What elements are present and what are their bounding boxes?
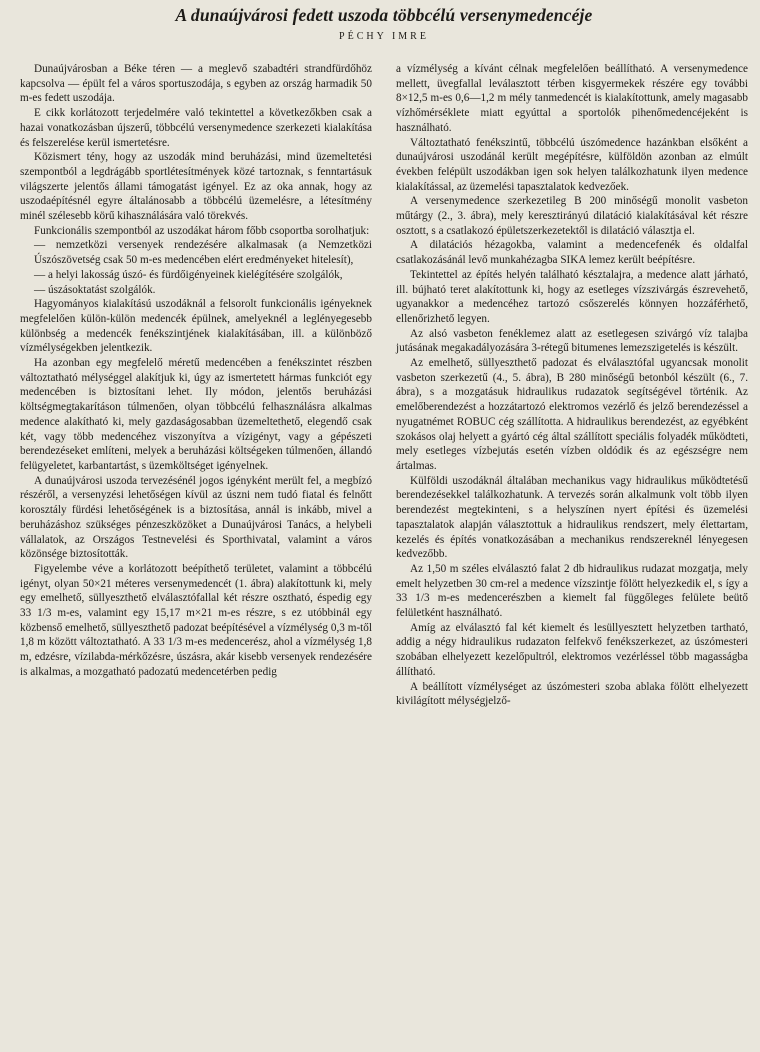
paragraph: Funkcionális szempontból az uszodákat három főbb csoportba sorolhatjuk: <box>34 224 370 237</box>
paragraph: Változtatható fenékszintű, többcélú úszómedence hazánkban elsőként a dunaújvárosi uszodánál került megépítésre, külföldön azonban az elmúlt években felépült uszodákban igen sok helyen találkozhatunk ilyen medence kialakítással, az üzemelési tapasztalatok kedvezőek. <box>396 136 748 193</box>
paragraph: A dunaújvárosi uszoda tervezésénél jogos igényként merült fel, a megbízó részéről, a versenyzési lehetőségen kívül az úszni nem tudó fiatal és felnőtt korosztály fürdési lehetőségének is a biztosítása, annál is inkább, mivel a beruházáshoz szükséges pénzeszközöket a Dunaújvárosi Tanács, a helybeli vállalatok, az Országos Testnevelési és Sporthivatal, valamint a város közönsége biztosították. <box>20 474 372 561</box>
paragraph: E cikk korlátozott terjedelmére való tekintettel a következőkben csak a hazai vonatkozásban újszerű, többcélú versenymedence szerkezeti kialakítása és felszerelése kerül ismertetésre. <box>20 107 372 149</box>
left-column <box>20 62 372 709</box>
paragraph: Közismert tény, hogy az uszodák mind beruházási, mind üzemeltetési szempontból a legdrágább sportlétesítmények közé tartoznak, s fenntartásuk világszerte jelentős állami támogatást igényel. Ez az oka annak, hogy az uszodaépítésnél egyre általánosabb a többcélú üzemelésre, a létesítmény minél szélesebb körű kihasználására való törekvés. <box>20 151 372 223</box>
article-title: A dunaújvárosi fedett uszoda többcélú versenymedencéje <box>175 5 593 25</box>
paragraph: Külföldi uszodáknál általában mechanikus vagy hidraulikus működtetésű berendezésekkel találkozhatunk. A tervezés során alkalmunk volt több ilyen berendezést megtekinteni, s a helyszínen nyert építési és üzemelési tapasztalatok alapján választottuk a hidraulikus rendszert, mely élettartam, kezelés és építés vonatkozásában a mechanikus rendszereknél lényegesen kedvezőbb. <box>396 474 748 561</box>
paragraph: Dunaújvárosban a Béke téren — a meglevő szabadtéri strandfürdőhöz kapcsolva — épült fel a város sportuszodája, s egyben az ország harmadik 50 m-es fedett uszodája. <box>20 63 372 105</box>
list-item: — úszásoktatást szolgálók. <box>34 283 156 296</box>
article-columns <box>20 62 748 709</box>
paragraph: Az 1,50 m széles elválasztó falat 2 db hidraulikus rudazat mozgatja, mely emelt helyzetben 30 cm-rel a medence vízszintje fölött helyezkedik el, s így a 33 1/3 m-es medencerészben a kiemelt fal függőleges felülete beütő felületként használható. <box>396 562 748 620</box>
paragraph: Figyelembe véve a korlátozott beépíthető területet, valamint a többcélú igényt, olyan 50×21 méteres versenymedencét (1. ábra) alakítottunk ki, mely egy emelhető, süllyeszthető elválasztófallal két részre osztható, éspedig egy 33 1/3 m-es, valamint egy 15,17 m×21 m-es részre, s ez utóbbinál egy közbenső emelhető, süllyeszthető padozat beépítésével a vízmélység 0,3 m-től 1,8 m között változtatható. A 33 1/3 m-es medencerész, ahol a vízmélység 1,8 m, edzésre, vízilabda-mérkőzésre, úszásra, akár kisebb versenyek rendezésére is alkalmas, a mozgatható padozatú medencetérben pedig <box>20 562 372 678</box>
paragraph: Amíg az elválasztó fal két kiemelt és lesüllyesztett helyzetben tartható, addig a négy hidraulikus rudazaton felfekvő fenékszerkezet, az úszómesteri szobában elhelyezett kezelőpultról, elektromos vezérléssel több magasságba állítható. <box>396 621 748 678</box>
paragraph: Az alsó vasbeton fenéklemez alatt az esetlegesen szivárgó víz talajba jutásának megakadályozására 3-rétegű bitumenes lemezszigetelés is készült. <box>396 327 748 355</box>
right-column <box>396 62 748 709</box>
paragraph: Tekintettel az építés helyén található késztalajra, a medence alatt járható, ill. bújható teret alakítottunk ki, hogy az esetleges vízszivárgás észrevehető, ugyanakkor a medencéhez tartozó csőszerelés könnyen hozzáférhető, ellenőrizhető legyen. <box>396 268 748 325</box>
paragraph: A beállított vízmélységet az úszómesteri szoba ablaka fölött elhelyezett kivilágított mélységjelző- <box>396 680 748 708</box>
paragraph: Hagyományos kialakítású uszodáknál a felsorolt funkcionális igényeknek megfelelően külön-külön medencék épülnek, amelyeknél a leglényegesebb különbség a medencék fenékszintjének kialakításában, ill. a különböző vízmélységekben jelentkezik. <box>20 298 372 355</box>
list-item: — a helyi lakosság úszó- és fürdőigényeinek kielégítésére szolgálók, <box>34 268 343 281</box>
paragraph: Ha azonban egy megfelelő méretű medencében a fenékszintet részben változtatható mélységgel alakítjuk ki, úgy az ismertetett hármas funkciót egy medencében is biztosítani lehet. Ily módon, jelentős beruházási költségmegtakarításon túlmenően, olyan többcélú felhasználásra alkalmas medence alakítható ki, mely gazdaságosabban üzemeltethető, elegendő csak két, vagy több medencéhez viszonyítva a vízigényt, vagy a gépészeti berendezéseket említeni, melyek a beruházási költségeken túlmenően, állandó felügyeletet, karbantartást, s üzemköltséget igényelnek. <box>20 357 372 472</box>
paragraph: A versenymedence szerkezetileg B 200 minőségű monolit vasbeton műtárgy (2., 3. ábra), mely keresztirányú dilatáció kialakításával két részre osztott, s a csatlakozó épületszerkezetektől is dilatáció választja el. <box>396 195 748 237</box>
paragraph: A dilatációs hézagokba, valamint a medencefenék és oldalfal csatlakozásánál levő munkahézagba SIKA lemez került beépítésre. <box>396 239 748 267</box>
article-author: PÉCHY IMRE <box>339 31 429 42</box>
paragraph: Az emelhető, süllyeszthető padozat és elválasztófal ugyancsak monolit vasbeton szerkezetű (4., 5. ábra), B 280 minőségű betonból készült (6., 7. ábra), s a mozgatásuk hidraulikus rudazatok segítségével történik. Az emelőberendezést a hozzátartozó elektromos vezérlő és jelző berendezéssel a nyugatnémet ROBUC cég szállította. A hidraulikus berendezést, az egyébként szokásos olaj helyett a gyártó cég által szállított speciális folyadék működteti, mely esetleges vízbejutás esetén vízben oldódik és az egészségre nem ártalmas. <box>396 357 748 472</box>
list-item: — nemzetközi versenyek rendezésére alkalmasak (a Nemzetközi Úszószövetség csak 50 m-es medencében elért eredményeket hitelesít), <box>34 239 372 267</box>
paragraph: a vízmélység a kívánt célnak megfelelően beállítható. A versenymedence mellett, üvegfallal leválasztott térben kisgyermekek részére egy további 8×12,5 m-es 0,6—1,2 m mély tanmedencét is kialakítottunk, amely magasabb vízhőmérséklete miatt egyúttal a sportolók pihenőmedencéjeként is használható. <box>396 63 748 134</box>
